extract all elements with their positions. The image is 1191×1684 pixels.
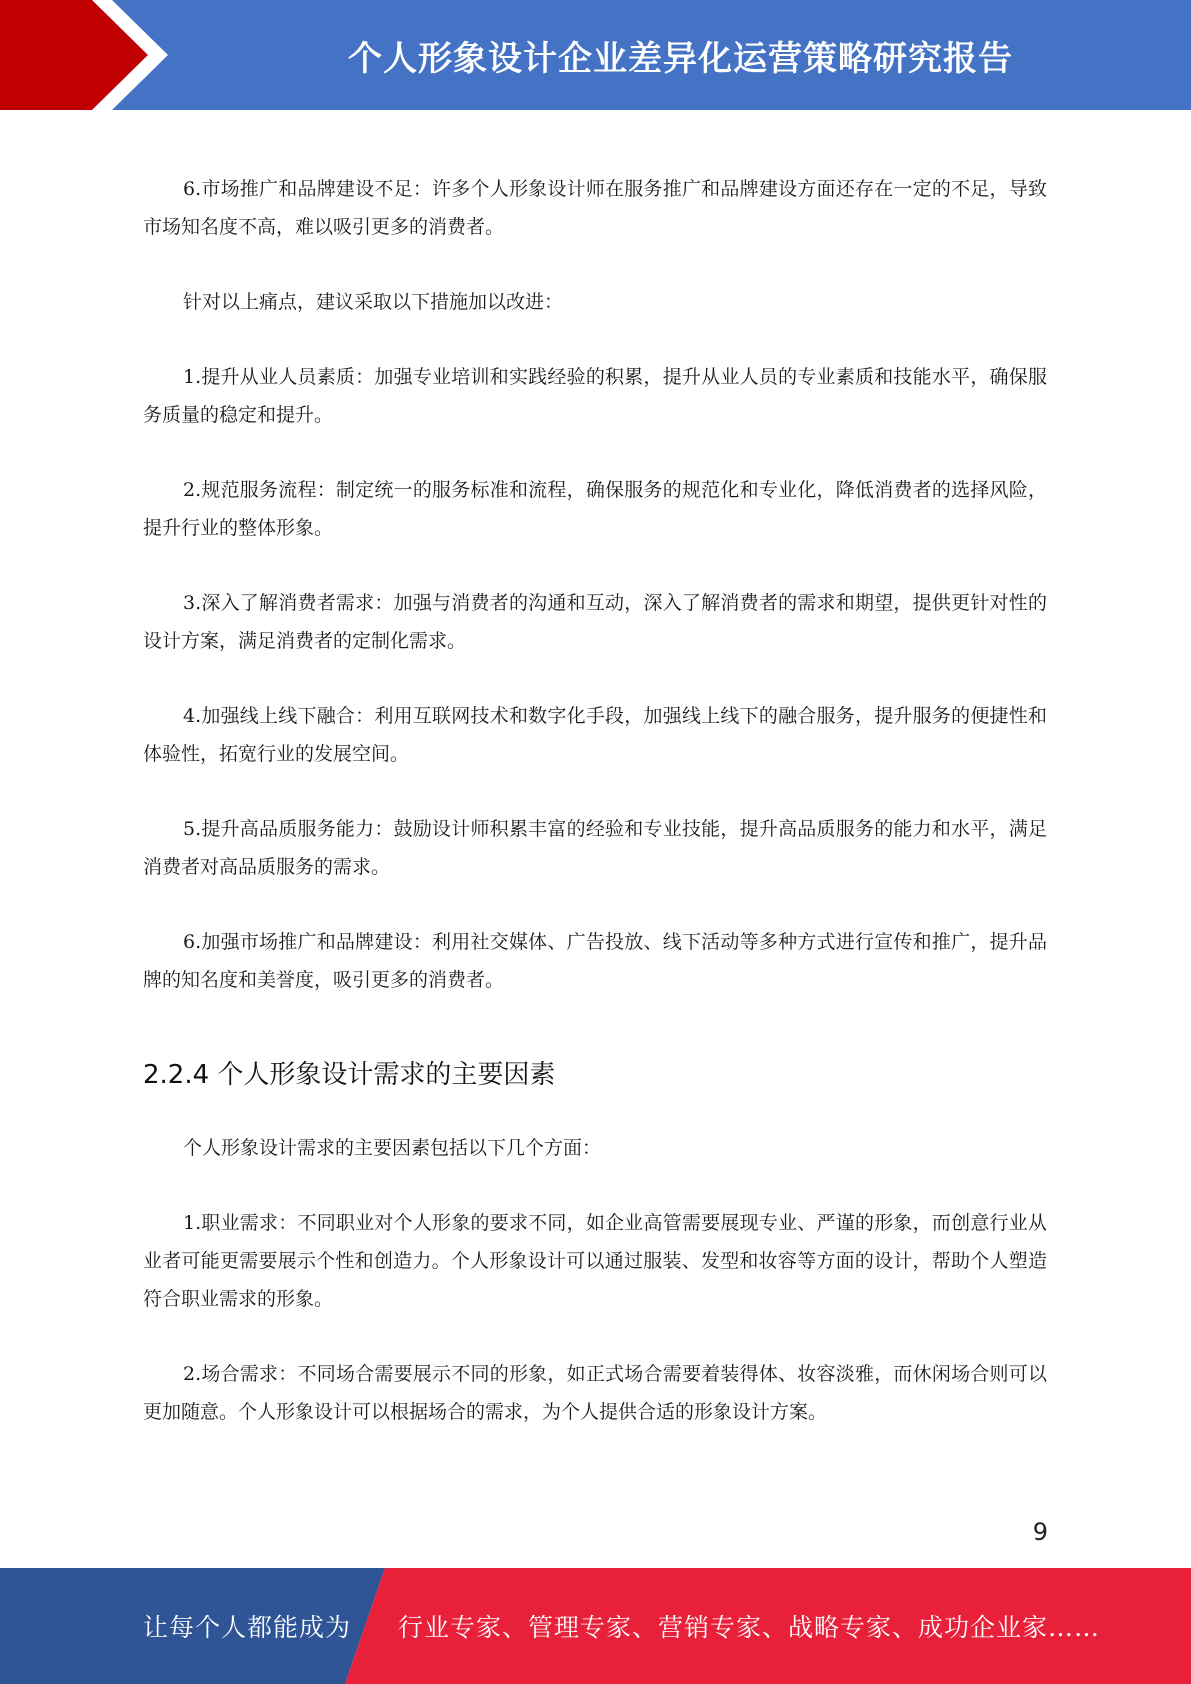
page-content	[143, 170, 1047, 1468]
page-footer	[0, 1568, 1191, 1684]
paragraph: 2.场合需求：不同场合需要展示不同的形象，如正式场合需要着装得体、妆容淡雅，而休闲场合则可以更加随意。个人形象设计可以根据场合的需求，为个人提供合适的形象设计方案。	[143, 1363, 1047, 1423]
page-header	[0, 0, 1191, 110]
header-chevron-decoration	[0, 0, 200, 110]
paragraph: 个人形象设计需求的主要因素包括以下几个方面：	[183, 1137, 602, 1159]
page-number: 9	[1032, 1518, 1048, 1546]
paragraph: 3.深入了解消费者需求：加强与消费者的沟通和互动，深入了解消费者的需求和期望，提供更针对性的设计方案，满足消费者的定制化需求。	[143, 592, 1047, 652]
paragraph: 针对以上痛点，建议采取以下措施加以改进：	[183, 291, 564, 313]
paragraph: 6.市场推广和品牌建设不足：许多个人形象设计师在服务推广和品牌建设方面还存在一定的不足，导致市场知名度不高，难以吸引更多的消费者。	[143, 178, 1047, 238]
footer-slogan-right: 行业专家、管理专家、营销专家、战略专家、成功企业家……	[398, 1613, 1101, 1642]
paragraph: 1.提升从业人员素质：加强专业培训和实践经验的积累，提升从业人员的专业素质和技能水平，确保服务质量的稳定和提升。	[143, 366, 1047, 426]
section-heading: 2.2.4 个人形象设计需求的主要因素	[143, 1060, 556, 1090]
paragraph: 1.职业需求：不同职业对个人形象的要求不同，如企业高管需要展现专业、严谨的形象，而创意行业从业者可能更需要展示个性和创造力。个人形象设计可以通过服装、发型和妆容等方面的设计，帮助个人塑造符合职业需求的形象。	[143, 1212, 1047, 1310]
footer-slogan-left: 让每个人都能成为	[143, 1613, 352, 1642]
paragraph: 4.加强线上线下融合：利用互联网技术和数字化手段，加强线上线下的融合服务，提升服务的便捷性和体验性，拓宽行业的发展空间。	[143, 705, 1047, 765]
report-title: 个人形象设计企业差异化运营策略研究报告	[348, 38, 1013, 79]
paragraph: 5.提升高品质服务能力：鼓励设计师积累丰富的经验和专业技能，提升高品质服务的能力和水平，满足消费者对高品质服务的需求。	[143, 818, 1047, 878]
paragraph: 6.加强市场推广和品牌建设：利用社交媒体、广告投放、线下活动等多种方式进行宣传和推广，提升品牌的知名度和美誉度，吸引更多的消费者。	[143, 931, 1047, 991]
paragraph: 2.规范服务流程：制定统一的服务标准和流程，确保服务的规范化和专业化，降低消费者的选择风险，提升行业的整体形象。	[143, 479, 1047, 539]
